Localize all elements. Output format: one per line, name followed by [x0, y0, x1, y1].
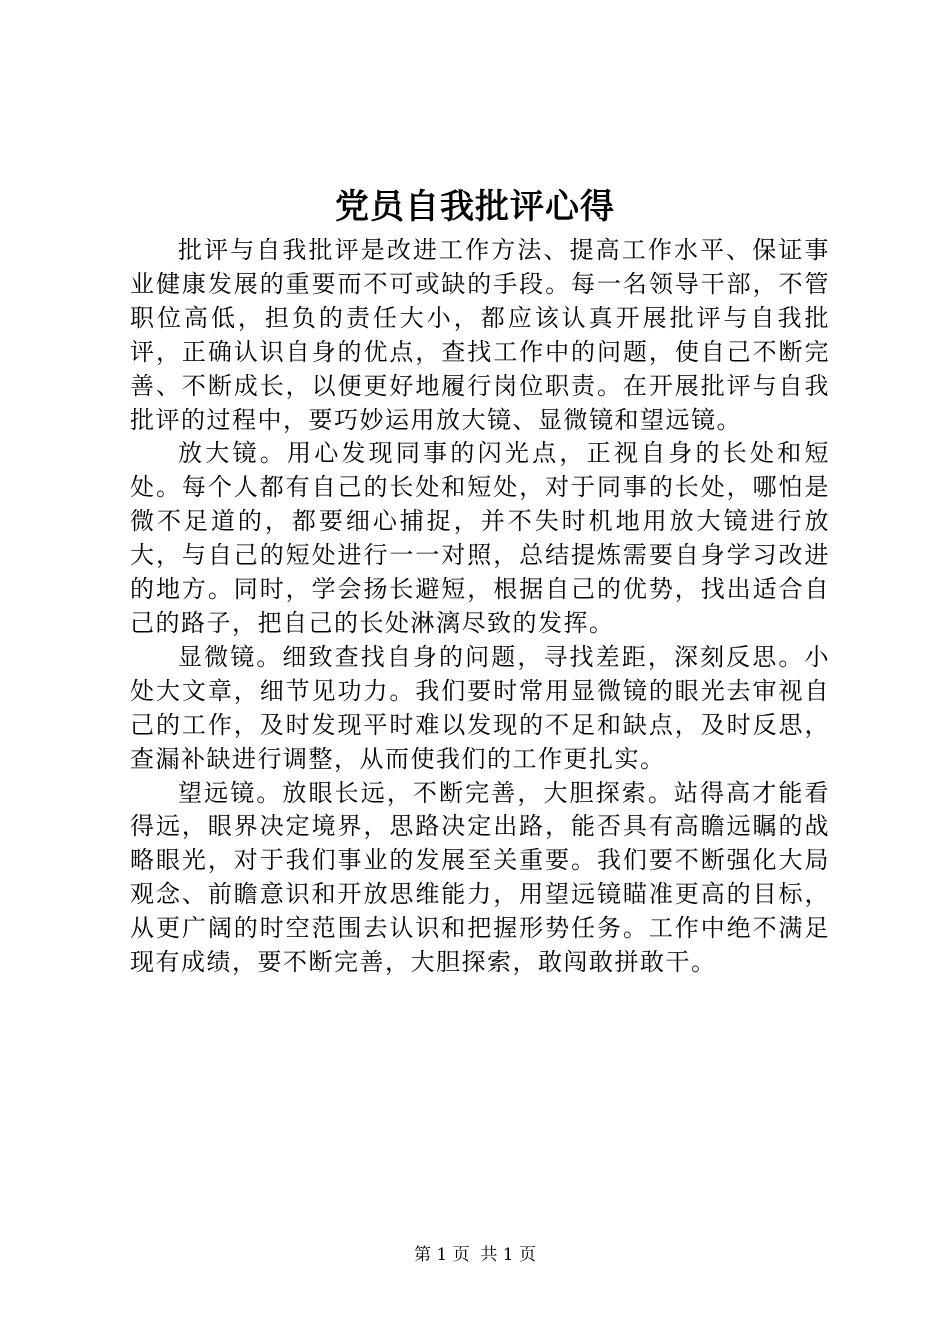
page-number: 第 1 页	[413, 1245, 470, 1265]
page-total: 共 1 页	[480, 1245, 537, 1265]
paragraph-telescope: 望远镜。放眼长远，不断完善，大胆探索。站得高才能看得远，眼界决定境界，思路决定出路，能否具有高瞻远瞩的战略眼光，对于我们事业的发展至关重要。我们要不断强化大局观念、前瞻意识和开放思维能力，用望远镜瞄准更高的目标，从更广阔的时空范围去认识和把握形势任务。工作中绝不满足现有成绩，要不断完善，大胆探索，敢闯敢拼敢干。	[130, 778, 830, 977]
paragraph-intro: 批评与自我批评是改进工作方法、提高工作水平、保证事业健康发展的重要而不可或缺的手段。每一名领导干部，不管职位高低，担负的责任大小，都应该认真开展批评与自我批评，正确认识自身的优点，查找工作中的问题，使自己不断完善、不断成长，以便更好地履行岗位职责。在开展批评与自我批评的过程中，要巧妙运用放大镜、显微镜和望远镜。	[130, 236, 830, 434]
page-footer	[0, 1243, 950, 1267]
document-body	[130, 234, 830, 980]
paragraph-magnifier: 放大镜。用心发现同事的闪光点，正视自身的长处和短处。每个人都有自己的长处和短处，对于同事的长处，哪怕是微不足道的，都要细心捕捉，并不失时机地用放大镜进行放大，与自己的短处进行一一对照，总结提炼需要自身学习改进的地方。同时，学会扬长避短，根据自己的优势，找出适合自己的路子，把自己的长处淋漓尽致的发挥。	[130, 439, 830, 637]
paragraph-microscope: 显微镜。细致查找自身的问题，寻找差距，深刻反思。小处大文章，细节见功力。我们要时常用显微镜的眼光去审视自己的工作，及时发现平时难以发现的不足和缺点，及时反思，查漏补缺进行调整，从而使我们的工作更扎实。	[130, 642, 830, 773]
document-title: 党员自我批评心得	[335, 187, 615, 227]
